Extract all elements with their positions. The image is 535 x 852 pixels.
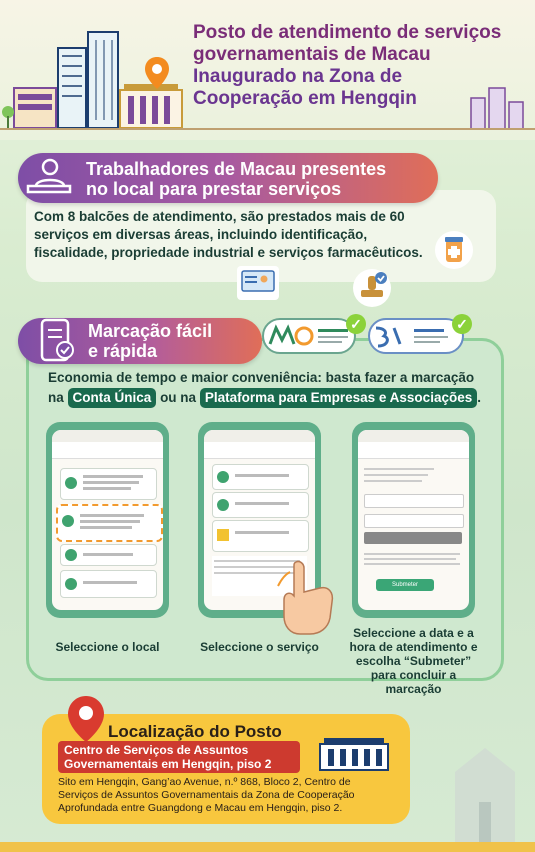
service-icon (217, 471, 229, 483)
info-block (364, 464, 464, 488)
service-center-icon (65, 549, 77, 561)
services-title-line1: Trabalhadores de Macau presentes (86, 159, 387, 179)
location-name-line2: Governamentais em Hengqin, piso 2 (64, 757, 272, 771)
terms-text (364, 550, 464, 572)
business-platform-pill: Plataforma para Empresas e Associações (200, 388, 477, 408)
conta-unica-pill: Conta Única (68, 388, 157, 408)
list-item (60, 544, 157, 566)
business-platform-logo (368, 318, 464, 354)
check-icon: ✓ (452, 314, 472, 334)
app-header (204, 442, 315, 459)
booking-subtitle-text: Economia de tempo e maior conveniência: basta fazer a marcação na (48, 370, 475, 405)
footer-bar (0, 842, 535, 852)
computer-profile-icon (236, 265, 280, 301)
pharmacy-icon (434, 230, 474, 270)
time-field[interactable] (364, 514, 464, 528)
booking-subtitle-or: ou na (160, 390, 197, 405)
header (0, 0, 535, 140)
services-title-line2: no local para prestar serviços (86, 179, 342, 199)
status-bar (358, 430, 469, 442)
phone-checklist-icon (36, 318, 76, 364)
app-header (52, 442, 163, 459)
service-icon (217, 499, 229, 511)
caption-select-location: Seleccione o local (55, 640, 160, 654)
booking-title-line2: e rápida (88, 341, 158, 361)
date-field[interactable] (364, 494, 464, 508)
service-center-icon (65, 477, 77, 489)
phone-screen (358, 430, 469, 610)
caption-select-service: Seleccione o serviço (200, 640, 319, 654)
worker-desk-icon (24, 156, 74, 200)
page-title-line3: Inaugurado na Zona de (193, 66, 403, 87)
services-title (86, 159, 426, 199)
list-item-selected[interactable] (56, 504, 163, 542)
pointing-hand-icon (276, 556, 346, 636)
page-title-line1: Posto de atendimento de serviços (193, 22, 502, 43)
booking-subtitle (48, 368, 488, 408)
government-building-icon (314, 732, 394, 772)
status-bar (52, 430, 163, 442)
phone-select-location (46, 422, 169, 618)
time-slot[interactable] (364, 532, 462, 544)
stamp-icon (352, 268, 392, 308)
booking-title (88, 321, 212, 361)
app-header (358, 442, 469, 459)
location-name-box (58, 741, 300, 773)
submit-button[interactable]: Submeter (376, 579, 434, 591)
list-item (212, 464, 309, 490)
conta-unica-logo (262, 318, 356, 354)
page-title-line4: Cooperação em Hengqin (193, 88, 417, 109)
status-bar (204, 430, 315, 442)
header-divider (0, 128, 535, 130)
list-item (60, 570, 157, 598)
list-item (212, 520, 309, 552)
check-icon: ✓ (346, 314, 366, 334)
booking-title-line1: Marcação fácil (88, 321, 213, 341)
service-center-icon (62, 515, 74, 527)
booking-subtitle-end: . (477, 390, 481, 405)
list-item (212, 492, 309, 518)
service-center-icon (65, 578, 77, 590)
location-pin-icon (144, 56, 170, 90)
location-name-line1: Centro de Serviços de Assuntos (64, 743, 249, 757)
church-ruins-illustration (435, 742, 535, 842)
right-skyline-illustration (465, 80, 535, 130)
caption-select-date: Seleccione a data e a hora de atendimento e escolha “Submeter” para concluir a marcação (349, 626, 478, 696)
page-title-line2: governamentais de Macau (193, 44, 431, 65)
service-icon (217, 529, 229, 541)
location-title: Localização do Posto (108, 722, 282, 741)
phone-select-date (352, 422, 475, 618)
location-address: Sito em Hengqin, Gang’ao Avenue, n.º 868, Bloco 2, Centro de Serviços de Assuntos Governamentais da Zona de Cooperação Aprofundada entre Guangdong e Macau em Hengqin, piso 2. (58, 776, 355, 814)
services-description: Com 8 balcões de atendimento, são prestados mais de 60 serviços em diversas áreas, incluindo identificação, fiscalidade, propriedade industrial e serviços farmacêuticos. (34, 209, 423, 260)
location-pin-icon (66, 694, 106, 744)
phone-screen (52, 430, 163, 610)
list-item (60, 468, 157, 500)
